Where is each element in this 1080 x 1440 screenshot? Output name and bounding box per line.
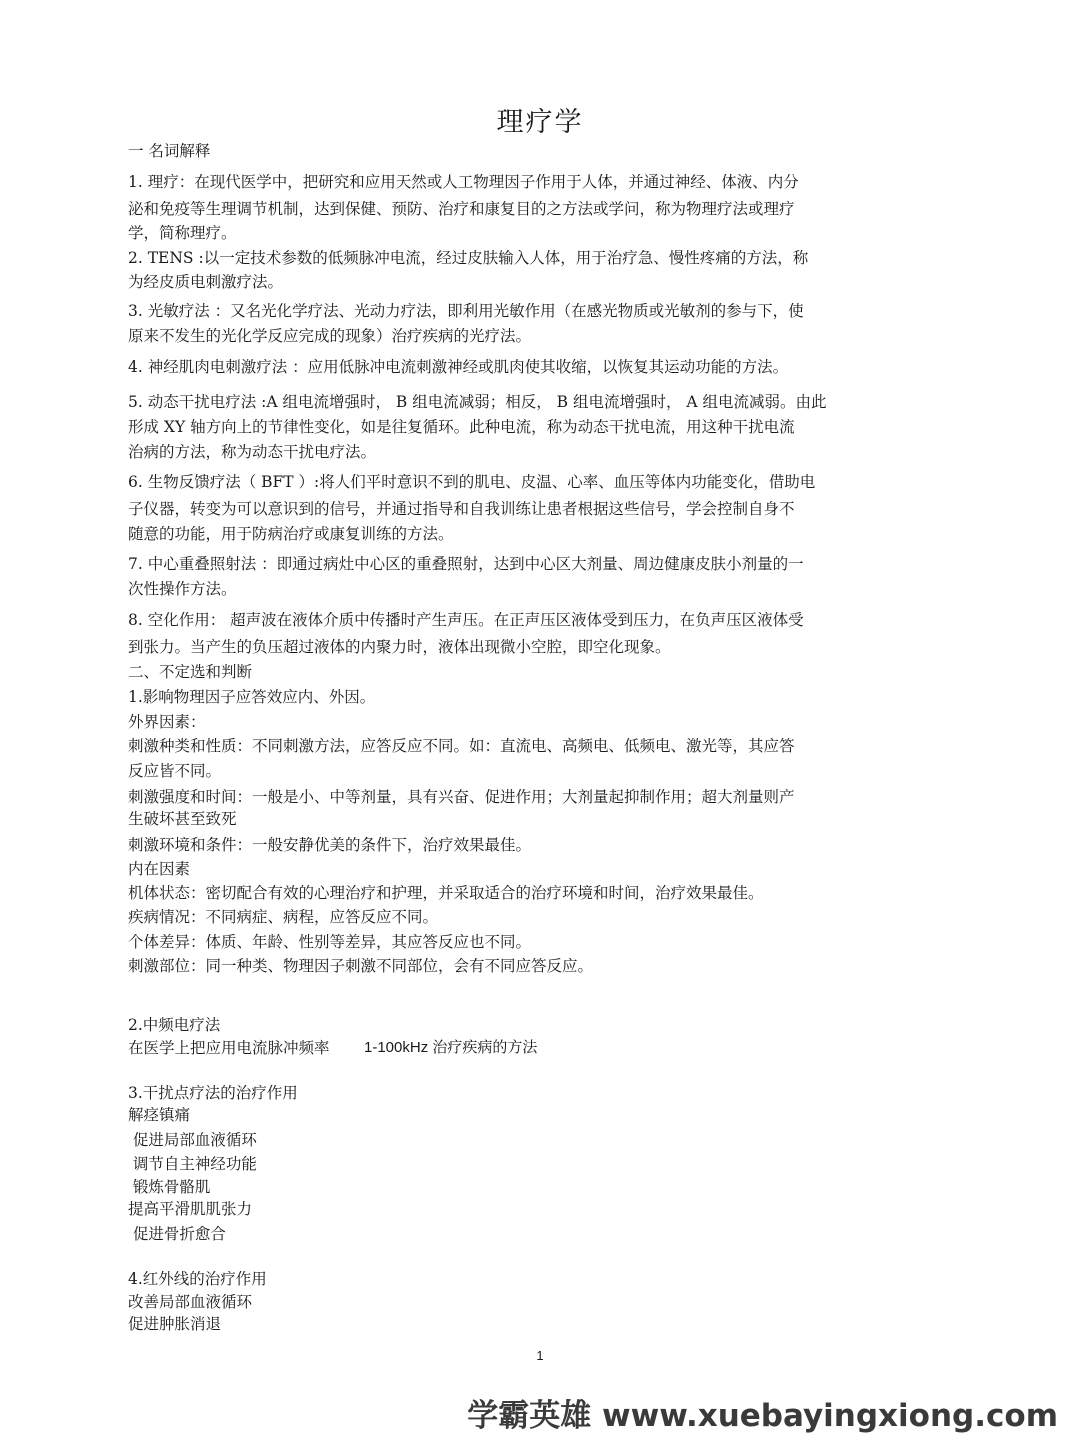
text-line: 内在因素 — [128, 860, 191, 878]
text-line: 生破坏甚至致死 — [128, 810, 237, 828]
list-item: 锻炼骨骼肌 — [128, 1178, 211, 1196]
list-item: 改善局部血液循环 — [128, 1293, 253, 1311]
text-line: 次性操作方法。 — [128, 580, 237, 598]
text-line: 学，简称理疗。 — [128, 224, 237, 242]
list-item: 促进局部血液循环 — [128, 1131, 257, 1149]
subsection-heading: 4.红外线的治疗作用 — [128, 1270, 267, 1288]
text-line: 6. 生物反馈疗法（ BFT ）:将人们平时意识不到的肌电、皮温、心率、血压等体内功能变化，借助电 — [128, 473, 816, 491]
list-item: 促进骨折愈合 — [128, 1225, 226, 1243]
text-line: 形成 XY 轴方向上的节律性变化，如是往复循环。此种电流，称为动态干扰电流，用这种干扰电流 — [128, 418, 795, 436]
text-line: 随意的功能，用于防病治疗或康复训练的方法。 — [128, 525, 454, 543]
text-line: 反应皆不同。 — [128, 762, 222, 780]
list-item: 解痉镇痛 — [128, 1106, 191, 1124]
list-item: 调节自主神经功能 — [128, 1155, 257, 1173]
subsection-heading: 2.中频电疗法 — [128, 1016, 221, 1034]
text-line: 刺激环境和条件：一般安静优美的条件下，治疗效果最佳。 — [128, 836, 532, 854]
text-line: 外界因素： — [128, 713, 206, 731]
page-number: 1 — [536, 1348, 544, 1363]
text-line: 治病的方法，称为动态干扰电疗法。 — [128, 443, 377, 461]
text-line: 1-100kHz 治疗疾病的方法 — [364, 1039, 538, 1056]
text-line: 8. 空化作用： 超声波在液体介质中传播时产生声压。在正声压区液体受到压力，在负声压区液体受 — [128, 611, 804, 629]
list-item: 提高平滑肌肌张力 — [128, 1200, 253, 1218]
text-line: 在医学上把应用电流脉冲频率 — [128, 1039, 330, 1057]
list-item: 促进肿胀消退 — [128, 1315, 222, 1333]
text-line: 3. 光敏疗法 ：又名光化学疗法、光动力疗法，即利用光敏作用（在感光物质或光敏剂的参与下，使 — [128, 302, 804, 320]
page-title: 理疗学 — [496, 107, 584, 138]
text-line: 1.影响物理因子应答效应内、外因。 — [128, 688, 376, 706]
text-line: 1. 理疗：在现代医学中，把研究和应用天然或人工物理因子作用于人体，并通过神经、体液、内分 — [128, 173, 799, 191]
section-heading: 一 名词解释 — [128, 142, 211, 160]
text-line: 刺激种类和性质：不同刺激方法，应答反应不同。如：直流电、高频电、低频电、激光等，其应答 — [128, 737, 795, 755]
text-line: 刺激部位：同一种类、物理因子刺激不同部位，会有不同应答反应。 — [128, 957, 594, 975]
text-line: 7. 中心重叠照射法 ：即通过病灶中心区的重叠照射，达到中心区大剂量、周边健康皮肤小剂量的一 — [128, 555, 804, 573]
text-line: 4. 神经肌肉电刺激疗法 ：应用低脉冲电流刺激神经或肌肉使其收缩，以恢复其运动功能的方法。 — [128, 358, 789, 376]
text-line: 子仪器，转变为可以意识到的信号，并通过指导和自我训练让患者根据这些信号，学会控制自身不 — [128, 500, 795, 518]
text-line: 原来不发生的光化学反应完成的现象）治疗疾病的光疗法。 — [128, 327, 532, 345]
watermark: 学霸英雄 www.xuebayingxiong.com — [467, 1398, 1058, 1434]
section-heading: 二、不定选和判断 — [128, 663, 253, 681]
text-line: 5. 动态干扰电疗法 :A 组电流增强时， B 组电流减弱；相反， B 组电流增强时， A 组电流减弱。由此 — [128, 393, 827, 411]
subsection-heading: 3.干扰点疗法的治疗作用 — [128, 1084, 298, 1102]
text-line: 个体差异：体质、年龄、性别等差异，其应答反应也不同。 — [128, 933, 532, 951]
text-line: 泌和免疫等生理调节机制，达到保健、预防、治疗和康复目的之方法或学问，称为物理疗法或理疗 — [128, 200, 795, 218]
text-line: 为经皮质电刺激疗法。 — [128, 273, 284, 291]
text-line: 刺激强度和时间：一般是小、中等剂量，具有兴奋、促进作用；大剂量起抑制作用；超大剂量则产 — [128, 788, 795, 806]
text-line: 到张力。当产生的负压超过液体的内聚力时，液体出现微小空腔，即空化现象。 — [128, 638, 671, 656]
text-line: 机体状态：密切配合有效的心理治疗和护理，并采取适合的治疗环境和时间，治疗效果最佳。 — [128, 884, 764, 902]
text-line: 2. TENS :以一定技术参数的低频脉冲电流，经过皮肤输入人体，用于治疗急、慢性疼痛的方法，称 — [128, 249, 809, 267]
text-line: 疾病情况：不同病症、病程，应答反应不同。 — [128, 908, 439, 926]
